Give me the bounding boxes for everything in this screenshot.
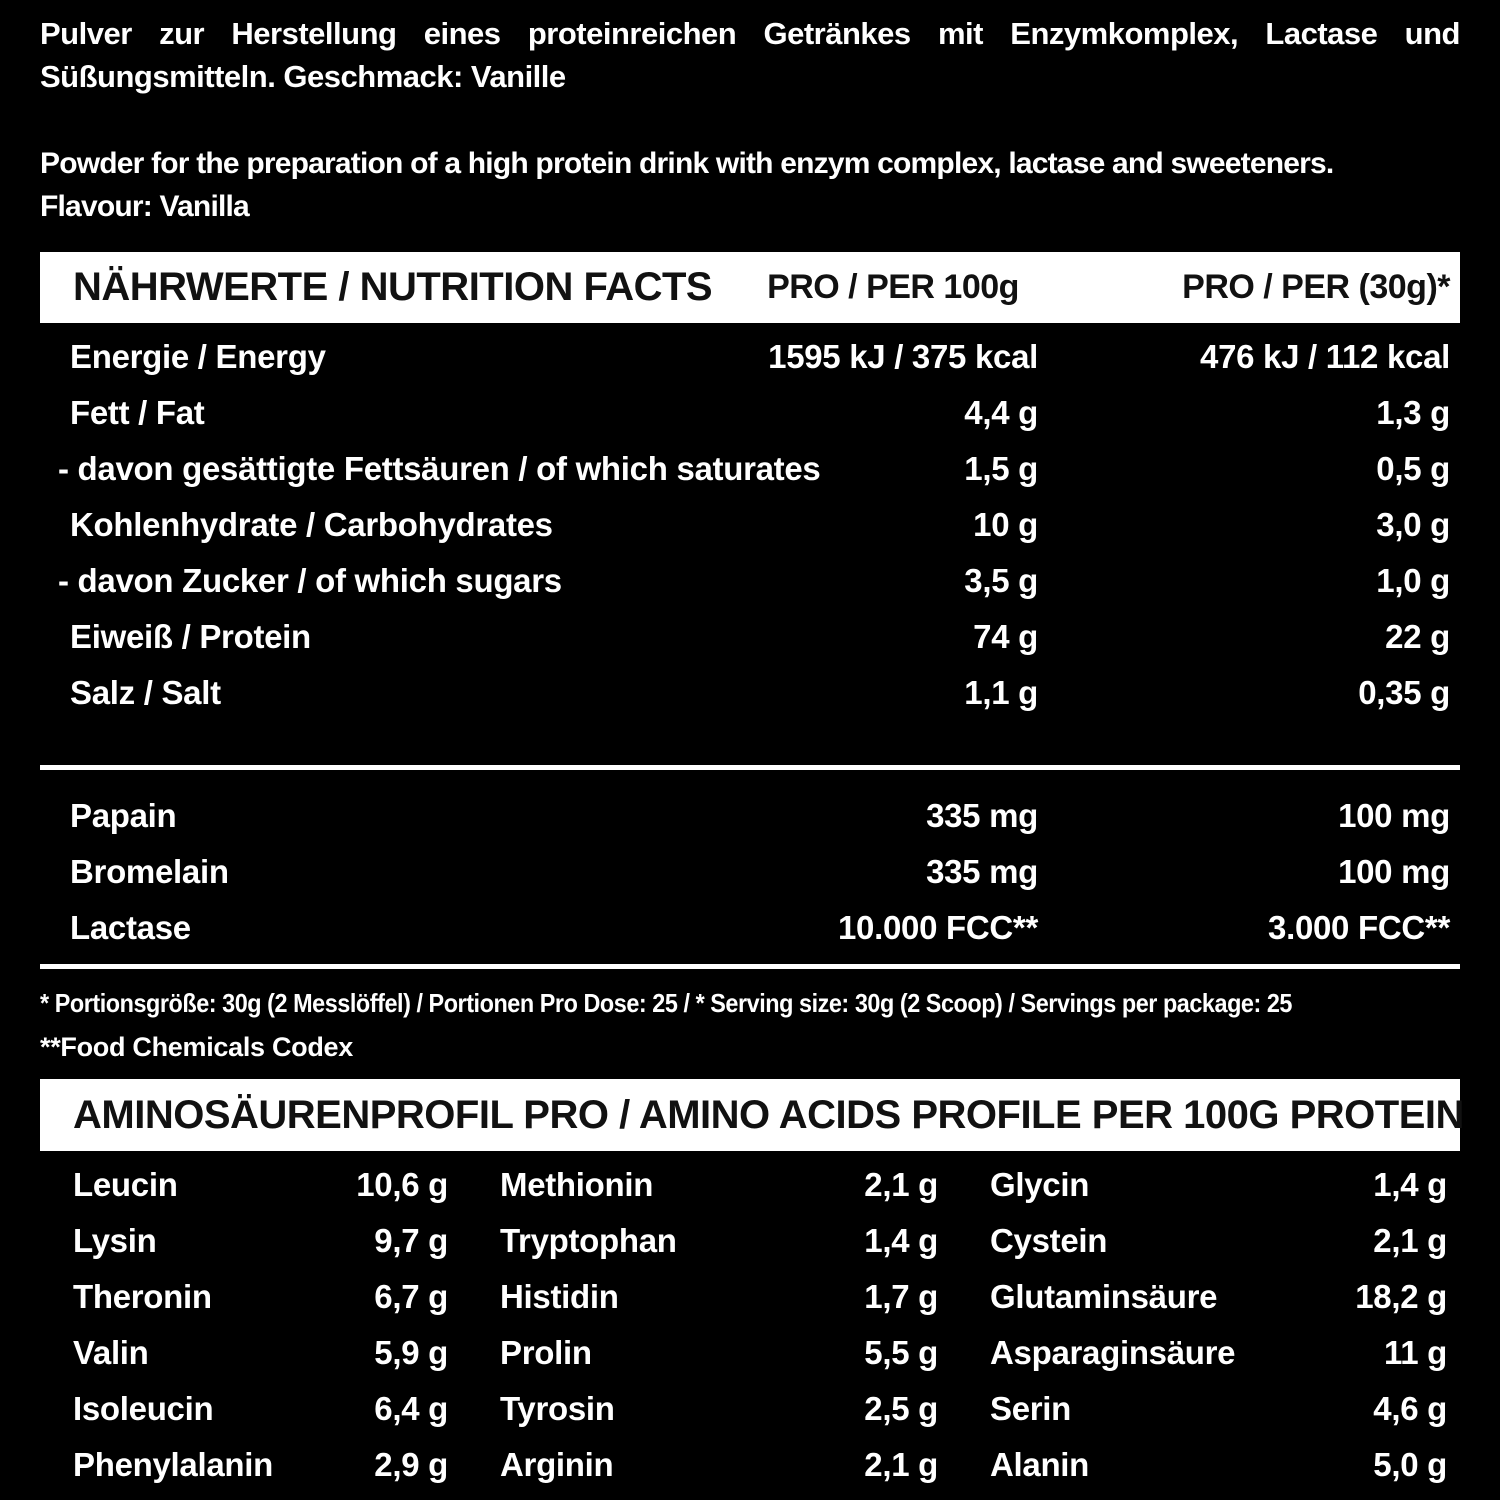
row-value-per-30g: 3,0 g: [1376, 506, 1450, 543]
amino-value: 6,7 g: [374, 1278, 448, 1315]
divider-line: [40, 964, 1460, 969]
amino-value: 2,1 g: [864, 1166, 938, 1203]
amino-pair: [990, 1390, 1447, 1428]
row-value-per-30g: 22 g: [1385, 618, 1450, 655]
row-value-per-30g: 0,35 g: [1358, 674, 1450, 711]
amino-name: Glutaminsäure: [990, 1278, 1218, 1315]
column-header-per-30g: PRO / PER (30g)*: [1182, 268, 1450, 306]
intro-english-line2: Flavour: Vanilla: [40, 190, 249, 223]
row-value-per-30g: 1,0 g: [1376, 562, 1450, 599]
amino-name: Histidin: [500, 1278, 619, 1315]
nutrition-title: NÄHRWERTE / NUTRITION FACTS: [73, 265, 713, 309]
amino-value: 1,7 g: [864, 1278, 938, 1315]
table-row: [73, 1325, 1450, 1381]
intro-german: [0, 0, 1500, 98]
amino-table: [0, 1151, 1500, 1493]
amino-name: Leucin: [73, 1166, 178, 1203]
row-value-per-30g: 0,5 g: [1376, 450, 1450, 487]
amino-value: 4,6 g: [1373, 1390, 1447, 1427]
table-row: [40, 844, 1460, 900]
amino-name: Serin: [990, 1390, 1072, 1427]
row-value-per-100g: 335 mg: [926, 797, 1038, 834]
footnote-serving-size: * Portionsgröße: 30g (2 Messlöffel) / Portionen Pro Dose: 25 / * Serving size: 30g (2 Scoop) / Servings per package: 25: [40, 988, 1292, 1018]
amino-pair: [500, 1278, 938, 1316]
column-header-per-100g: PRO / PER 100g: [767, 268, 1019, 306]
amino-pair: [500, 1334, 938, 1372]
row-label: Bromelain: [70, 853, 229, 890]
table-row: [40, 329, 1460, 385]
nutrition-header-bar: [40, 252, 1460, 323]
nutrition-table: [0, 323, 1500, 721]
row-label: - davon gesättigte Fettsäuren / of which saturates: [58, 450, 821, 487]
amino-name: Lysin: [73, 1222, 157, 1259]
amino-value: 2,9 g: [374, 1446, 448, 1483]
amino-pair: [73, 1390, 448, 1428]
footnote-fcc: **Food Chemicals Codex: [40, 1032, 353, 1062]
row-value-per-100g: 4,4 g: [964, 394, 1038, 431]
row-value-per-100g: 3,5 g: [964, 562, 1038, 599]
table-row: [73, 1157, 1450, 1213]
amino-pair: [500, 1390, 938, 1428]
intro-english: [0, 142, 1500, 228]
intro-german-line1: Pulver zur Herstellung eines proteinreichen Getränkes mit Enzymkomplex, Lactase und: [40, 16, 1460, 51]
table-row: [40, 441, 1460, 497]
row-value-per-30g: 1,3 g: [1376, 394, 1450, 431]
amino-value: 2,5 g: [864, 1390, 938, 1427]
amino-value: 1,4 g: [1373, 1166, 1447, 1203]
amino-name: Tryptophan: [500, 1222, 677, 1259]
table-row: [40, 497, 1460, 553]
amino-value: 5,0 g: [1373, 1446, 1447, 1483]
amino-pair: [990, 1222, 1447, 1260]
amino-name: Phenylalanin: [73, 1446, 273, 1483]
amino-pair: [990, 1334, 1447, 1372]
nutrition-header-grid: [40, 265, 1460, 310]
row-label: Papain: [70, 797, 177, 834]
row-value-per-100g: 10 g: [973, 506, 1038, 543]
table-row: [40, 788, 1460, 844]
amino-pair: [500, 1166, 938, 1204]
amino-value: 5,5 g: [864, 1334, 938, 1371]
amino-header-bar: [40, 1079, 1464, 1151]
amino-value: 6,4 g: [374, 1390, 448, 1427]
amino-value: 2,1 g: [1373, 1222, 1447, 1259]
amino-pair: [500, 1446, 938, 1484]
row-value-per-30g: 476 kJ / 112 kcal: [1200, 338, 1450, 375]
amino-name: Valin: [73, 1334, 149, 1371]
intro-english-line1: Powder for the preparation of a high protein drink with enzym complex, lactase and sweeteners.: [40, 147, 1334, 180]
table-row: [40, 553, 1460, 609]
table-row: [40, 900, 1460, 956]
amino-name: Cystein: [990, 1222, 1108, 1259]
amino-pair: [990, 1446, 1447, 1484]
row-value-per-100g: 1,5 g: [964, 450, 1038, 487]
amino-pair: [73, 1334, 448, 1372]
table-row: [73, 1381, 1450, 1437]
amino-pair: [73, 1166, 448, 1204]
row-value-per-100g: 74 g: [973, 618, 1038, 655]
amino-name: Tyrosin: [500, 1390, 615, 1427]
table-row: [73, 1437, 1450, 1493]
amino-pair: [990, 1278, 1447, 1316]
row-value-per-100g: 1595 kJ / 375 kcal: [768, 338, 1038, 375]
table-row: [40, 665, 1460, 721]
enzymes-table: [0, 770, 1500, 956]
amino-value: 5,9 g: [374, 1334, 448, 1371]
footnotes: [0, 981, 1500, 1069]
row-label: Energie / Energy: [70, 338, 326, 375]
amino-value: 11 g: [1383, 1334, 1447, 1371]
amino-name: Theronin: [73, 1278, 212, 1315]
row-value-per-100g: 1,1 g: [964, 674, 1038, 711]
amino-name: Arginin: [500, 1446, 614, 1483]
amino-value: 9,7 g: [374, 1222, 448, 1259]
row-label: Salz / Salt: [70, 674, 221, 711]
row-label: Fett / Fat: [70, 394, 205, 431]
row-value-per-100g: 10.000 FCC**: [837, 909, 1038, 946]
row-label: Kohlenhydrate / Carbohydrates: [70, 506, 553, 543]
amino-value: 1,4 g: [864, 1222, 938, 1259]
table-row: [73, 1269, 1450, 1325]
amino-pair: [73, 1446, 448, 1484]
amino-pair: [73, 1222, 448, 1260]
row-label: - davon Zucker / of which sugars: [58, 562, 562, 599]
amino-value: 2,1 g: [864, 1446, 938, 1483]
amino-pair: [500, 1222, 938, 1260]
table-row: [40, 385, 1460, 441]
amino-pair: [990, 1166, 1447, 1204]
row-value-per-30g: 3.000 FCC**: [1268, 909, 1450, 946]
amino-name: Asparaginsäure: [990, 1334, 1236, 1371]
amino-name: Prolin: [500, 1334, 592, 1371]
amino-name: Glycin: [990, 1166, 1090, 1203]
amino-name: Methionin: [500, 1166, 654, 1203]
amino-value: 10,6 g: [356, 1166, 448, 1203]
table-row: [40, 609, 1460, 665]
row-label: Lactase: [70, 909, 191, 946]
amino-value: 18,2 g: [1355, 1278, 1447, 1315]
amino-name: Isoleucin: [73, 1390, 214, 1427]
row-value-per-30g: 100 mg: [1338, 853, 1450, 890]
amino-name: Alanin: [990, 1446, 1090, 1483]
row-value-per-100g: 335 mg: [926, 853, 1038, 890]
row-value-per-30g: 100 mg: [1338, 797, 1450, 834]
amino-pair: [73, 1278, 448, 1316]
table-row: [73, 1213, 1450, 1269]
intro-german-line2: Süßungsmitteln. Geschmack: Vanille: [40, 59, 566, 94]
row-label: Eiweiß / Protein: [70, 618, 311, 655]
amino-title: AMINOSÄURENPROFIL PRO / AMINO ACIDS PROFILE PER 100G PROTEIN: [73, 1092, 1464, 1137]
